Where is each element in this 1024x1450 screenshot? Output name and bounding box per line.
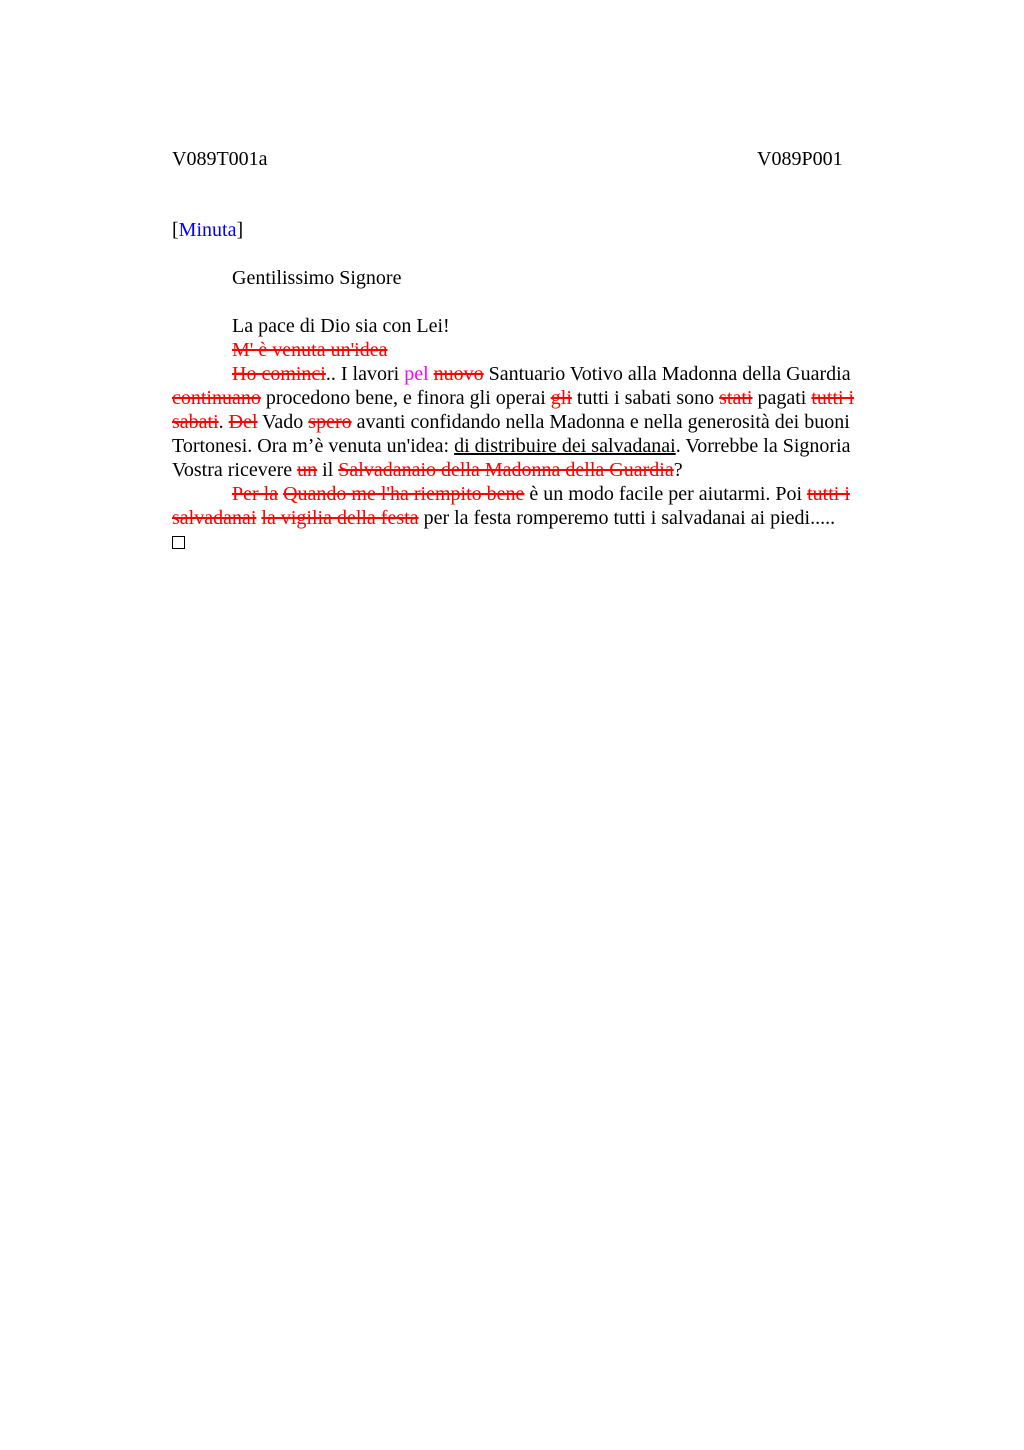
deleted-text: nuovo — [433, 363, 484, 385]
salutation: Gentilissimo Signore — [232, 267, 402, 289]
deleted-text: un — [297, 459, 318, 481]
deleted-text: spero — [308, 411, 352, 433]
deleted-text: la vigilia della festa — [261, 507, 419, 529]
deleted-text: stati — [719, 387, 753, 409]
deleted-text: sabati — [172, 411, 219, 433]
text-line-3: continuano procedono bene, e finora gli operai gli tutti i sabati sono stati pagati tutti i — [172, 387, 855, 409]
end-marker — [172, 530, 884, 554]
text-line-1 — [172, 338, 884, 362]
checkbox-square-icon — [172, 536, 185, 549]
deleted-text: salvadanai — [172, 507, 257, 529]
minuta-label: [Minuta] — [172, 219, 244, 241]
letter-body — [172, 218, 884, 554]
deleted-text: tutti i — [807, 483, 850, 505]
text-line-4: sabati. Del Vado spero avanti confidando nella Madonna e nella generosità dei buoni — [172, 411, 850, 433]
deleted-text: gli — [550, 387, 572, 409]
text-line-5: Tortonesi. Ora m’è venuta un'idea: di distribuire dei salvadanai. Vorrebbe la Signoria — [172, 435, 851, 457]
deleted-text: continuano — [172, 387, 261, 409]
text-line-8: salvadanai la vigilia della festa per la festa romperemo tutti i salvadanai ai piedi..... — [172, 507, 836, 529]
deleted-text: Del — [228, 411, 258, 433]
document-code-left: V089T001a — [172, 148, 268, 170]
greeting: La pace di Dio sia con Lei! — [232, 315, 450, 337]
document-code-right: V089P001 — [757, 148, 843, 170]
deleted-text: Quando me l'ha riempito bene — [283, 483, 525, 505]
deleted-text: Salvadanaio della Madonna della Guardia — [338, 459, 674, 481]
deleted-text: Ho cominci — [232, 363, 326, 385]
deleted-text: M' è venuta un'idea — [232, 339, 388, 361]
text-line-7: Per la Quando me l'ha riempito bene è un modo facile per aiutarmi. Poi tutti i — [232, 483, 850, 505]
inserted-text: pel — [404, 363, 429, 385]
minuta-label-text: Minuta — [178, 219, 237, 241]
underlined-text: di distribuire dei salvadanai — [454, 435, 676, 457]
deleted-text: tutti i — [811, 387, 855, 409]
text-line-6: Vostra ricevere un il Salvadanaio della Madonna della Guardia? — [172, 459, 683, 481]
text-line-2: Ho cominci.. I lavori pel nuovo Santuario Votivo alla Madonna della Guardia — [232, 363, 851, 385]
deleted-text: Per la — [232, 483, 279, 505]
